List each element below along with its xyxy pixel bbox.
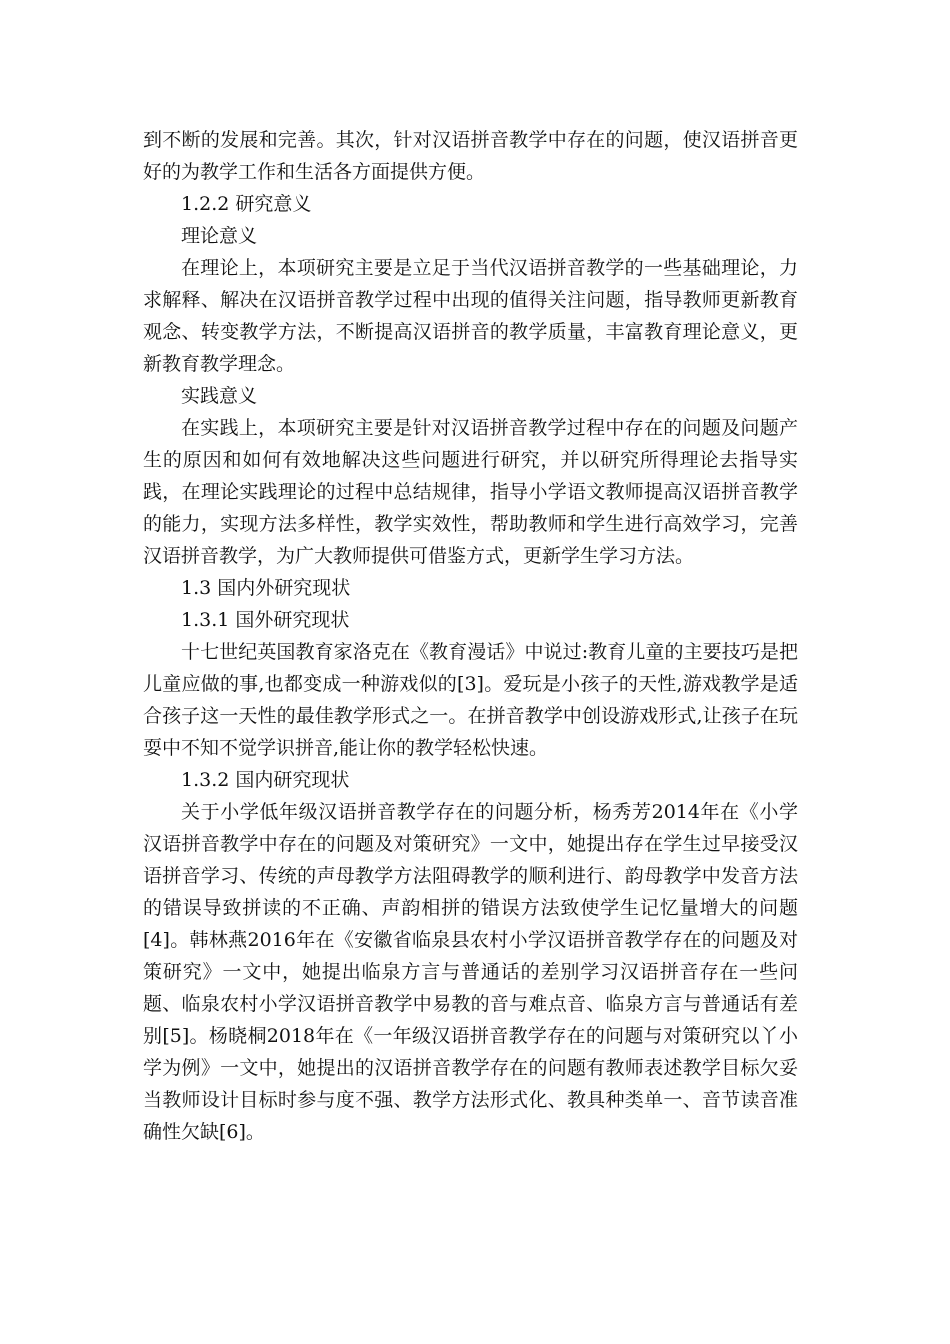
body-paragraph-domestic-research: 关于小学低年级汉语拼音教学存在的问题分析，杨秀芳2014年在《小学汉语拼音教学中存在的问题及对策研究》一文中，她提出存在学生过早接受汉语拼音学习、传统的声母教学方法阻碍教学的顺利进行、韵母教学中发音方法的错误导致拼读的不正确、声韵相拼的错误方法致使学生记忆量增大的问题[4]。韩林燕2016年在《安徽省临泉县农村小学汉语拼音教学存在的问题及对策研究》一文中，她提出临泉方言与普通话的差别学习汉语拼音存在一些问题、临泉农村小学汉语拼音教学中易教的音与难点音、临泉方言与普通话有差别[5]。杨晓桐2018年在《一年级汉语拼音教学存在的问题与对策研究以丫小学为例》一文中，她提出的汉语拼音教学存在的问题有教师表述教学目标欠妥当教师设计目标时参与度不强、教学方法形式化、教具种类单一、音节读音准确性欠缺[6]。 — [143, 801, 798, 1143]
section-heading-1-3: 1.3 国内外研究现状 — [181, 577, 351, 599]
subheading-theory-significance: 理论意义 — [181, 225, 258, 247]
document-page — [143, 124, 798, 1148]
body-paragraph-foreign-research: 十七世纪英国教育家洛克在《教育漫话》中说过:教育儿童的主要技巧是把儿童应做的事,也都变成一种游戏似的[3]。爱玩是小孩子的天性,游戏教学是适合孩子这一天性的最佳教学形式之一。在拼音教学中创设游戏形式,让孩子在玩耍中不知不觉学识拼音,能让你的教学轻松快速。 — [143, 641, 798, 759]
subheading-practice-significance: 实践意义 — [181, 385, 258, 407]
body-paragraph-theory: 在理论上，本项研究主要是立足于当代汉语拼音教学的一些基础理论，力求解释、解决在汉语拼音教学过程中出现的值得关注问题，指导教师更新教育观念、转变教学方法，不断提高汉语拼音的教学质量，丰富教育理论意义，更新教育教学理念。 — [143, 257, 798, 375]
body-paragraph-practice: 在实践上，本项研究主要是针对汉语拼音教学过程中存在的问题及问题产生的原因和如何有效地解决这些问题进行研究，并以研究所得理论去指导实践，在理论实践理论的过程中总结规律，指导小学语文教师提高汉语拼音教学的能力，实现方法多样性，教学实效性，帮助教师和学生进行高效学习，完善汉语拼音教学，为广大教师提供可借鉴方式，更新学生学习方法。 — [143, 417, 798, 567]
section-heading-1-3-1: 1.3.1 国外研究现状 — [181, 609, 350, 631]
section-heading-1-2-2: 1.2.2 研究意义 — [181, 193, 312, 215]
section-heading-1-3-2: 1.3.2 国内研究现状 — [181, 769, 350, 791]
body-paragraph-continuation: 到不断的发展和完善。其次，针对汉语拼音教学中存在的问题，使汉语拼音更好的为教学工作和生活各方面提供方便。 — [143, 129, 798, 183]
